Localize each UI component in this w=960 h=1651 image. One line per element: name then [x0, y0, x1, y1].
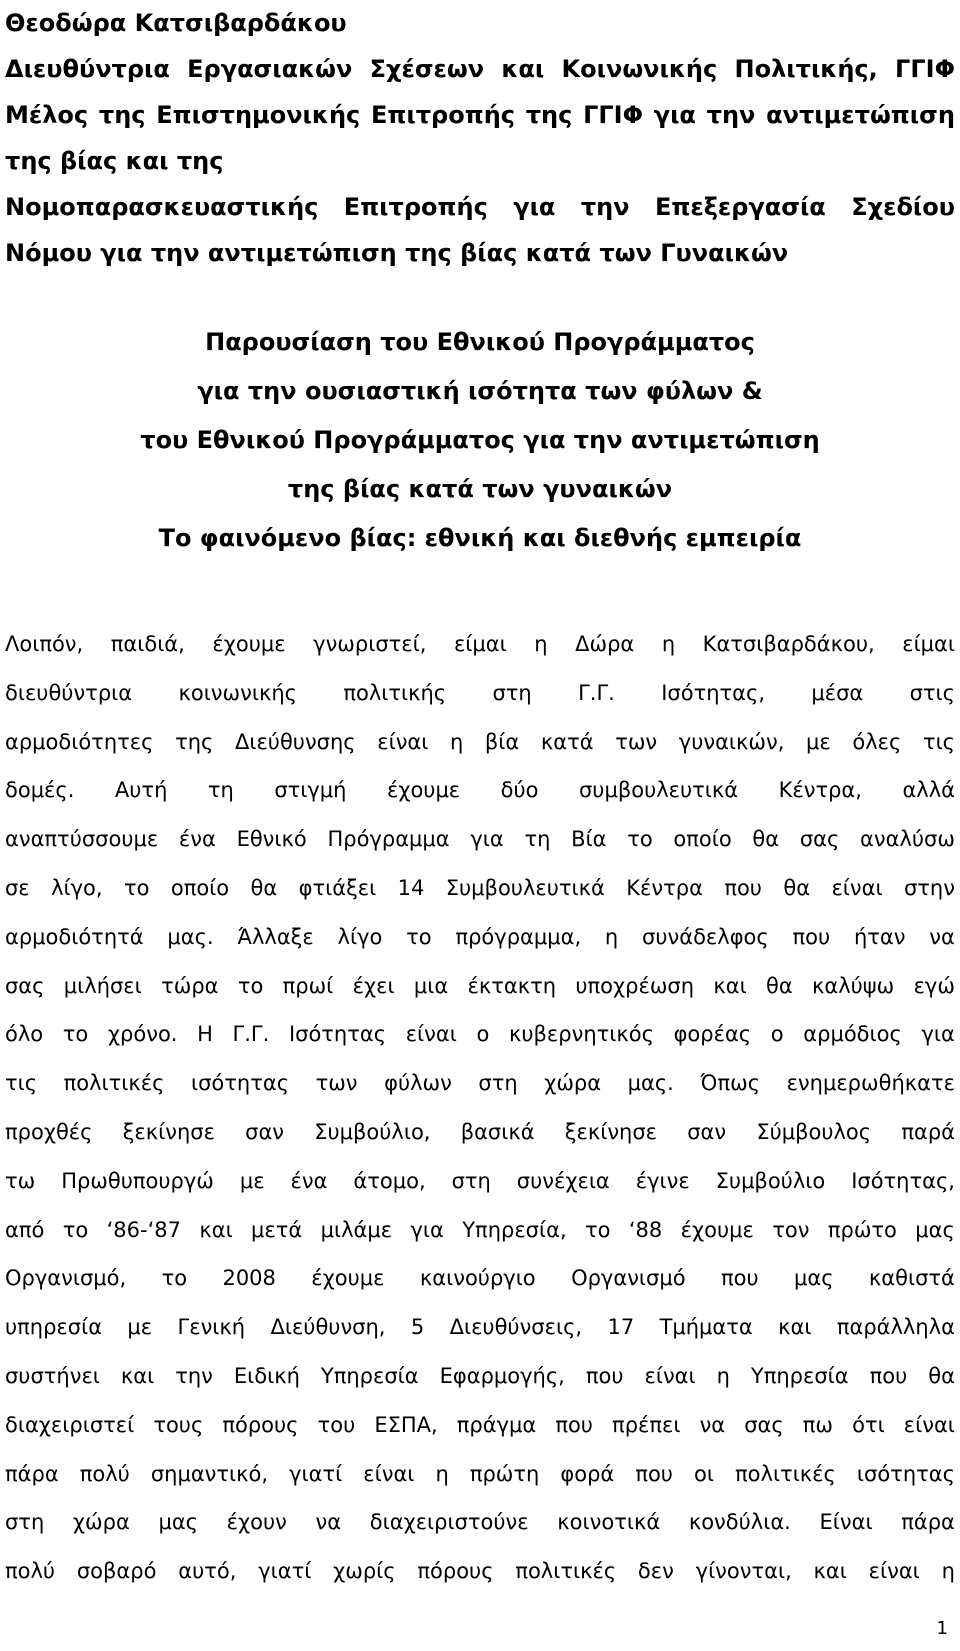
word: βασικά — [460, 1119, 535, 1144]
word: 2008 — [222, 1266, 276, 1291]
word: κοινωνικής — [178, 680, 297, 705]
word: πόρους — [417, 1559, 494, 1584]
word: είναι — [831, 875, 883, 900]
body-line — [5, 913, 955, 962]
word: Ισότητας, — [661, 680, 766, 705]
word: αναλύσω — [860, 827, 955, 852]
word: στη — [478, 1071, 518, 1096]
body-line — [5, 766, 955, 815]
word: Εθνικό — [236, 827, 307, 852]
word: συμβουλευτικά — [579, 778, 739, 803]
word: είναι — [644, 1363, 696, 1388]
word: είναι — [363, 1461, 415, 1486]
word: τη — [524, 827, 551, 852]
word: συστήνει — [5, 1363, 100, 1388]
word: είναι — [377, 729, 429, 754]
word: και — [199, 1217, 233, 1242]
word: θα — [765, 973, 793, 998]
word: Ειδική — [233, 1363, 300, 1388]
word: παράλληλα — [836, 1315, 955, 1340]
word: πολιτικές — [515, 1559, 617, 1584]
word: μας — [158, 1510, 198, 1535]
word: έχουμε — [680, 1217, 754, 1242]
word: Πρόγραμμα — [327, 827, 450, 852]
word: διαχειριστεί — [5, 1412, 135, 1437]
word: πολιτικής — [343, 680, 447, 705]
word: Βία — [571, 827, 607, 852]
word: Επιτροπής — [343, 193, 488, 221]
word: φτιάξει — [298, 875, 377, 900]
word: είμαι — [902, 632, 955, 656]
word: χωρίς — [333, 1559, 396, 1584]
word: για — [653, 101, 696, 129]
word: ξεκίνησε — [122, 1119, 215, 1144]
word: Νομοπαρασκευαστικής — [5, 193, 319, 221]
word: αυτό, — [178, 1559, 237, 1584]
word: Οργανισμό — [571, 1266, 686, 1291]
word: Κέντρα — [626, 875, 703, 900]
word: έχουμε — [311, 1266, 385, 1291]
word: χώρα — [544, 1071, 602, 1096]
word: γιατί — [289, 1461, 343, 1486]
word: τις — [5, 1071, 38, 1096]
word: όλες — [852, 729, 902, 754]
word: τις — [922, 729, 955, 754]
word: ΓΓΙΦ — [583, 101, 644, 129]
word: Γενική — [177, 1315, 246, 1340]
word: Όπως — [700, 1071, 761, 1096]
word: διαχειριστούνε — [369, 1510, 529, 1535]
word: γνωριστεί, — [313, 632, 427, 656]
word: Υπηρεσία — [320, 1363, 419, 1388]
word: η — [941, 1559, 955, 1584]
word: ΓΓΙΦ — [895, 55, 955, 83]
word: πολύ — [5, 1559, 56, 1584]
word: θα — [250, 875, 278, 900]
word: ήταν — [853, 924, 906, 949]
word: Εφαρμογής, — [439, 1363, 565, 1388]
word: θα — [928, 1363, 955, 1388]
word: 5 — [410, 1315, 425, 1340]
word: πολιτικές — [735, 1461, 836, 1486]
word: που — [869, 1363, 908, 1388]
word: Διευθύντρια — [5, 55, 170, 83]
word: φορέας — [673, 1022, 752, 1047]
word: καινούργιο — [419, 1266, 536, 1291]
speech-transcript — [5, 620, 955, 1596]
body-line — [5, 864, 955, 913]
word: 17 — [607, 1315, 635, 1340]
word: για — [513, 193, 556, 221]
body-line — [5, 1010, 955, 1059]
word: φορά — [560, 1461, 615, 1486]
body-line — [5, 1303, 955, 1352]
word: μετά — [251, 1217, 303, 1242]
word: κοινοτικά — [557, 1510, 661, 1535]
word: Μέλος — [5, 101, 89, 129]
word: η — [449, 729, 464, 754]
word: είναι — [868, 1559, 920, 1584]
body-line — [5, 1401, 955, 1450]
word: πρωί — [282, 973, 334, 998]
word: πρόγραμμα, — [455, 924, 582, 949]
word: το — [123, 875, 150, 900]
word: και — [501, 55, 545, 83]
word: Άλλαξε — [237, 924, 314, 949]
word: Συμβούλιο — [715, 1168, 826, 1193]
word: καθιστά — [868, 1266, 955, 1291]
word: ξεκίνησε — [564, 1119, 658, 1144]
word: σημαντικό, — [150, 1461, 269, 1486]
word: Σχεδίου — [851, 193, 955, 221]
word: έχουν — [226, 1510, 287, 1535]
word: τον — [772, 1217, 810, 1242]
word: Γ.Γ. — [578, 680, 615, 705]
word: σας — [799, 827, 840, 852]
word: Διεύθυνση, — [270, 1315, 386, 1340]
body-line — [5, 815, 955, 864]
word: καλύψω — [812, 973, 895, 998]
word: να — [315, 1510, 342, 1535]
word: φύλων — [384, 1071, 452, 1096]
word: ο — [770, 1022, 784, 1047]
word: μιλάμε — [320, 1217, 393, 1242]
word: να — [929, 924, 955, 949]
word: οποίο — [170, 875, 230, 900]
word: δύο — [500, 778, 539, 803]
word: τώρα — [161, 973, 219, 998]
word: Πολιτικής, — [734, 55, 878, 83]
author-role-line: της βίας και της — [5, 147, 224, 175]
body-line — [5, 669, 955, 718]
word: ενημερωθήκατε — [786, 1071, 955, 1096]
word: Διεύθυνσης — [234, 729, 356, 754]
word: είμαι — [453, 632, 507, 656]
word: έγινε — [635, 1168, 690, 1193]
body-line — [5, 1059, 955, 1108]
word: Αυτή — [114, 778, 168, 803]
word: σαν — [687, 1119, 727, 1144]
word: δομές. — [5, 778, 75, 803]
word: συνάδελφος — [642, 924, 769, 949]
word: του — [317, 1412, 356, 1437]
body-line — [5, 1206, 955, 1255]
word: το — [62, 1217, 89, 1242]
body-line — [5, 1108, 955, 1157]
word: με — [239, 1168, 265, 1193]
word: οποίο — [673, 827, 732, 852]
word: Εργασιακών — [187, 55, 353, 83]
word: πολύ — [79, 1461, 130, 1486]
word: που — [720, 1266, 759, 1291]
word: τους — [153, 1412, 204, 1437]
word: Δώρα — [575, 632, 635, 656]
word: με — [806, 729, 831, 754]
word: Επεξεργασία — [654, 193, 826, 221]
word: να — [699, 1412, 726, 1437]
word: στιγμή — [274, 778, 347, 803]
word: αρμόδιος — [803, 1022, 902, 1047]
word: Υπηρεσία — [750, 1363, 849, 1388]
word: πρώτο — [827, 1217, 897, 1242]
body-line — [5, 962, 955, 1011]
word: για — [921, 1022, 955, 1047]
word: Η — [197, 1022, 213, 1047]
body-line — [5, 1498, 955, 1547]
word: ‘86-‘87 — [106, 1217, 181, 1242]
word: στις — [909, 680, 955, 705]
word: ισότητας — [856, 1461, 955, 1486]
word: σε — [5, 875, 30, 900]
word: μιλήσει — [63, 973, 142, 998]
word: ‘88 — [628, 1217, 663, 1242]
word: έχει — [352, 973, 395, 998]
word: πόρους — [222, 1412, 299, 1437]
word: κυβερνητικός — [508, 1022, 654, 1047]
word: προχθές — [5, 1119, 93, 1144]
word: η — [534, 632, 548, 656]
word: η — [435, 1461, 449, 1486]
word: μια — [413, 973, 449, 998]
word: και — [813, 1559, 847, 1584]
word: που — [724, 875, 762, 900]
word: αλλά — [902, 778, 955, 803]
word: το — [161, 1266, 188, 1291]
title-line: Το φαινόμενο βίας: εθνική και διεθνής εμπειρία — [158, 524, 802, 552]
word: την — [580, 193, 630, 221]
word: έχουμε — [386, 778, 461, 803]
word: πάρα — [5, 1461, 59, 1486]
page-number: 1 — [936, 1618, 948, 1639]
body-line — [5, 1547, 955, 1596]
word: γυναικών, — [678, 729, 785, 754]
word: χρόνο. — [107, 1022, 178, 1047]
word: Ισότητας, — [851, 1168, 955, 1193]
word: της — [98, 101, 146, 129]
title-line: για την ουσιαστική ισότητα των φύλων & — [197, 377, 763, 405]
word: και — [778, 1315, 812, 1340]
word: πάρα — [901, 1510, 955, 1535]
word: των — [315, 1071, 358, 1096]
word: άτομο, — [353, 1168, 426, 1193]
word: Ισότητας — [288, 1022, 387, 1047]
word: χώρα — [72, 1510, 130, 1535]
title-line: της βίας κατά των γυναικών — [287, 475, 673, 503]
word: Κέντρα, — [778, 778, 862, 803]
word: μας — [915, 1217, 955, 1242]
word: σαν — [245, 1119, 285, 1144]
word: ισότητας — [191, 1071, 290, 1096]
word: σας — [744, 1412, 784, 1437]
word: ένα — [290, 1168, 328, 1193]
author-role-line: Νόμου για την αντιμετώπιση της βίας κατά των Γυναικών — [5, 239, 789, 267]
word: της — [525, 101, 573, 129]
word: Κατσιβαρδάκου, — [702, 632, 875, 656]
word: είναι — [903, 1412, 955, 1437]
word: σοβαρό — [76, 1559, 157, 1584]
word: Σχέσεων — [369, 55, 485, 83]
word: στη — [492, 680, 532, 705]
word: βία — [484, 729, 520, 754]
word: θα — [783, 875, 811, 900]
word: Γ.Γ. — [232, 1022, 270, 1047]
word: Επιστημονικής — [156, 101, 361, 129]
word: πολιτικές — [63, 1071, 165, 1096]
word: Είναι — [819, 1510, 873, 1535]
author-role-line — [5, 184, 955, 230]
word: ότι — [852, 1412, 885, 1437]
word: Οργανισμό, — [5, 1266, 127, 1291]
word: υπηρεσία — [5, 1315, 103, 1340]
word: η — [604, 924, 619, 949]
word: το — [585, 1217, 611, 1242]
author-position — [5, 46, 955, 92]
word: την — [706, 101, 756, 129]
word: Κοινωνικής — [561, 55, 718, 83]
word: μέσα — [811, 680, 864, 705]
word: και — [120, 1363, 155, 1388]
word: υποχρέωση — [575, 973, 695, 998]
word: αναπτύσσουμε — [5, 827, 159, 852]
author-role-line — [5, 92, 955, 138]
word: που — [635, 1461, 673, 1486]
word: δεν — [637, 1559, 674, 1584]
word: το — [62, 1022, 89, 1047]
body-line — [5, 1352, 955, 1401]
word: εγώ — [913, 973, 955, 998]
word: πράγμα — [456, 1412, 537, 1437]
word: Διευθύνσεις, — [449, 1315, 583, 1340]
word: γίνονται, — [695, 1559, 792, 1584]
word: έχουμε — [212, 632, 286, 656]
word: και — [713, 973, 747, 998]
title-line: Παρουσίαση του Εθνικού Προγράμματος — [205, 328, 755, 356]
word: οι — [694, 1461, 714, 1486]
word: η — [716, 1363, 730, 1388]
word: τω — [5, 1168, 36, 1193]
word: παρά — [901, 1119, 955, 1144]
word: Υπηρεσία, — [462, 1217, 567, 1242]
word: κατά — [540, 729, 594, 754]
word: στη — [451, 1168, 491, 1193]
word: λίγο — [337, 924, 383, 949]
word: μας. — [167, 924, 214, 949]
word: για — [470, 827, 504, 852]
word: είναι — [405, 1022, 457, 1047]
word: λίγο, — [51, 875, 103, 900]
word: που — [555, 1412, 593, 1437]
presentation-title — [0, 318, 960, 563]
word: το — [237, 973, 264, 998]
word: ένα — [178, 827, 216, 852]
word: μας. — [627, 1071, 674, 1096]
word: ο — [476, 1022, 490, 1047]
author-name: Θεοδώρα Κατσιβαρδάκου — [5, 9, 347, 37]
word: η — [661, 632, 676, 656]
word: από — [5, 1217, 45, 1242]
word: Συμβουλευτικά — [445, 875, 605, 900]
word: 14 — [397, 875, 425, 900]
word: Σύμβουλος — [756, 1119, 872, 1144]
word: Επιτροπής — [371, 101, 516, 129]
word: συνέχεια — [516, 1168, 610, 1193]
word: Συμβούλιο, — [314, 1119, 431, 1144]
word: πρώτη — [469, 1461, 540, 1486]
word: στην — [903, 875, 955, 900]
title-line: του Εθνικού Προγράμματος για την αντιμετώπιση — [140, 426, 820, 454]
word: το — [627, 827, 653, 852]
word: με — [127, 1315, 153, 1340]
word: αρμοδιότητά — [5, 924, 144, 949]
word: αντιμετώπιση — [766, 101, 955, 129]
word: τη — [207, 778, 234, 803]
word: της — [175, 729, 214, 754]
word: Τμήματα — [659, 1315, 753, 1340]
word: πρέπει — [612, 1412, 681, 1437]
word: ΕΣΠΑ, — [374, 1412, 438, 1437]
body-line — [5, 1450, 955, 1499]
word: σας — [5, 973, 45, 998]
word: που — [585, 1363, 624, 1388]
word: παιδιά, — [110, 632, 185, 656]
word: μας — [794, 1266, 834, 1291]
word: θα — [752, 827, 780, 852]
word: την — [175, 1363, 213, 1388]
word: Λοιπόν, — [5, 632, 84, 656]
word: γιατί — [258, 1559, 312, 1584]
word: κονδύλια. — [688, 1510, 791, 1535]
body-line — [5, 718, 955, 767]
word: διευθύντρια — [5, 680, 133, 705]
word: έκτακτη — [467, 973, 557, 998]
body-line — [5, 1157, 955, 1206]
word: πω — [802, 1412, 834, 1437]
word: για — [410, 1217, 444, 1242]
word: στη — [5, 1510, 45, 1535]
body-line — [5, 620, 955, 669]
word: που — [792, 924, 831, 949]
word: Πρωθυπουργώ — [61, 1168, 214, 1193]
author-header — [5, 0, 955, 276]
word: το — [406, 924, 432, 949]
word: των — [615, 729, 658, 754]
word: αρμοδιότητες — [5, 729, 154, 754]
body-line — [5, 1254, 955, 1303]
word: όλο — [5, 1022, 44, 1047]
